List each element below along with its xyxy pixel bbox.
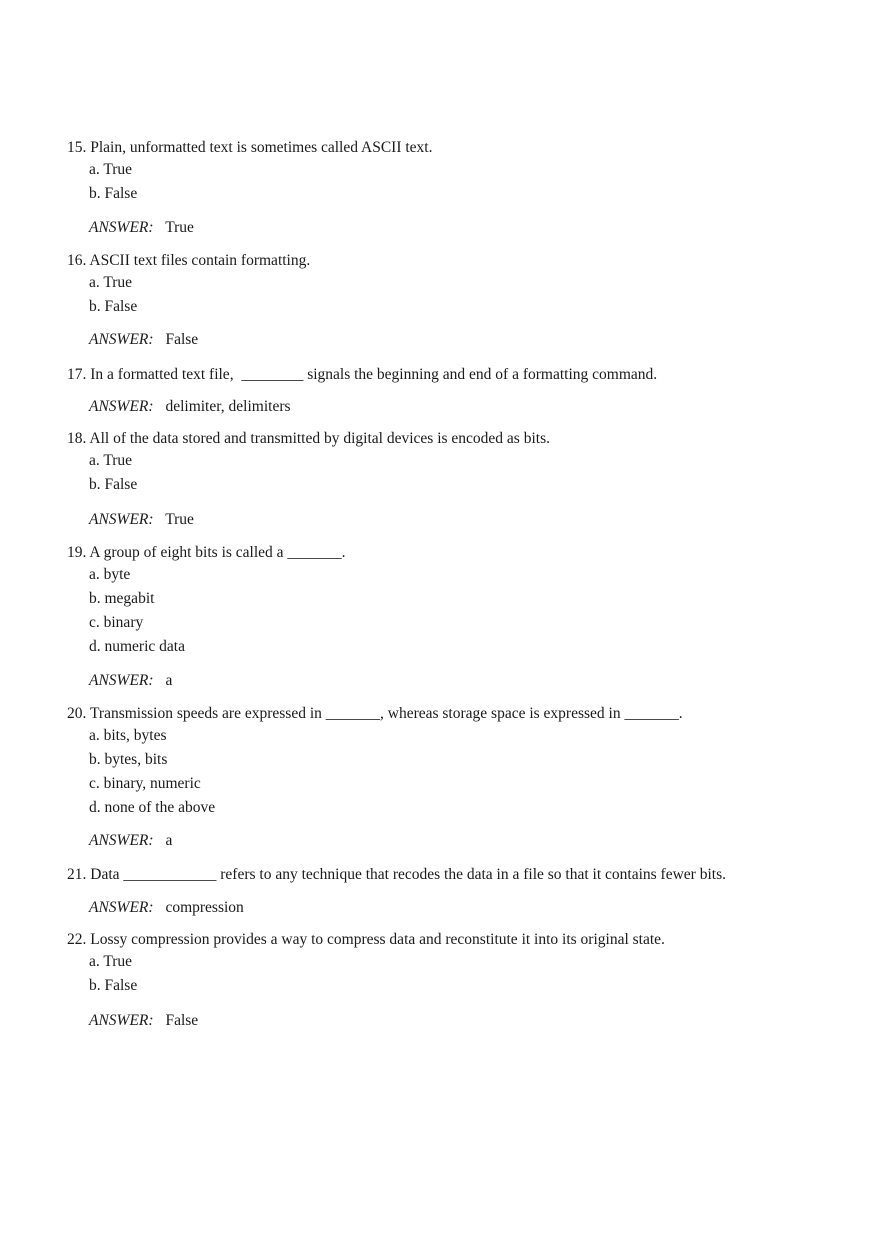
question-stem [67, 703, 840, 725]
answer-21-row [67, 897, 840, 919]
question-text: Plain, unformatted text is sometimes called ASCII text. [90, 139, 433, 156]
answer [89, 897, 840, 919]
option-a: a. True [89, 161, 133, 178]
question-15 [67, 137, 840, 207]
option-c: c. binary [89, 614, 144, 631]
question-text: Transmission speeds are expressed in _______, whereas storage space is expressed in _______. [89, 705, 683, 722]
options-list [89, 725, 840, 821]
answer-label: ANSWER: [89, 219, 154, 236]
option-b: b. False [89, 977, 138, 994]
answer-value: True [165, 219, 194, 236]
question-stem [67, 542, 840, 564]
answer-value: False [165, 331, 199, 348]
option-d: d. numeric data [89, 638, 185, 655]
answer-label: ANSWER: [89, 398, 154, 415]
answer-15-row [67, 217, 840, 239]
question-number: 16. [67, 252, 87, 269]
option-a: a. True [89, 452, 133, 469]
answer [89, 1010, 840, 1032]
answer-17-row [67, 396, 840, 418]
answer [89, 830, 840, 852]
question-text: In a formatted text file, ________ signals the beginning and end of a formatting command. [90, 366, 658, 383]
answer-label: ANSWER: [89, 899, 154, 916]
option-b: b. False [89, 185, 138, 202]
question-number: 15. [67, 139, 87, 156]
options-list [89, 564, 840, 660]
question-text: Data ____________ refers to any technique that recodes the data in a file so that it contains fewer bits. [90, 866, 726, 883]
option-a: a. True [89, 953, 133, 970]
answer [89, 396, 840, 418]
option-b: b. bytes, bits [89, 751, 168, 768]
answer-value: a [165, 832, 173, 849]
question-number: 20. [67, 705, 87, 722]
option-b: b. False [89, 298, 138, 315]
question-16 [67, 250, 840, 320]
question-19 [67, 542, 840, 660]
answer-label: ANSWER: [89, 1012, 154, 1029]
options-list [89, 272, 840, 320]
question-20 [67, 703, 840, 821]
answer-22-row [67, 1010, 840, 1032]
question-text: ASCII text files contain formatting. [89, 252, 311, 269]
option-a: a. True [89, 274, 133, 291]
question-stem [67, 428, 840, 450]
answer [89, 217, 840, 239]
answer-value: True [165, 511, 194, 528]
answer [89, 329, 840, 351]
question-21 [67, 864, 840, 886]
answer-20-row [67, 830, 840, 852]
option-a: a. byte [89, 566, 131, 583]
option-b: b. False [89, 476, 138, 493]
question-stem [67, 929, 840, 951]
answer-label: ANSWER: [89, 832, 154, 849]
question-number: 18. [67, 430, 87, 447]
question-text: Lossy compression provides a way to compress data and reconstitute it into its original state. [90, 931, 665, 948]
option-a: a. bits, bytes [89, 727, 167, 744]
option-c: c. binary, numeric [89, 775, 201, 792]
answer-label: ANSWER: [89, 672, 154, 689]
question-22 [67, 929, 840, 999]
question-stem [67, 364, 840, 386]
question-text: A group of eight bits is called a _______. [89, 544, 346, 561]
question-stem [67, 137, 840, 159]
answer-label: ANSWER: [89, 511, 154, 528]
answer-value: compression [165, 899, 244, 916]
question-stem [67, 864, 840, 886]
answer-value: False [165, 1012, 199, 1029]
question-17 [67, 364, 840, 386]
question-number: 19. [67, 544, 87, 561]
question-number: 21. [67, 866, 87, 883]
answer-18-row [67, 509, 840, 531]
question-number: 22. [67, 931, 87, 948]
option-b: b. megabit [89, 590, 155, 607]
options-list [89, 450, 840, 498]
question-text: All of the data stored and transmitted by digital devices is encoded as bits. [89, 430, 550, 447]
options-list [89, 951, 840, 999]
answer-value: delimiter, delimiters [165, 398, 291, 415]
answer [89, 670, 840, 692]
answer [89, 509, 840, 531]
question-stem [67, 250, 840, 272]
answer-label: ANSWER: [89, 331, 154, 348]
answer-16-row [67, 329, 840, 351]
question-number: 17. [67, 366, 87, 383]
answer-value: a [165, 672, 173, 689]
options-list [89, 159, 840, 207]
answer-19-row [67, 670, 840, 692]
option-d: d. none of the above [89, 799, 216, 816]
question-18 [67, 428, 840, 498]
